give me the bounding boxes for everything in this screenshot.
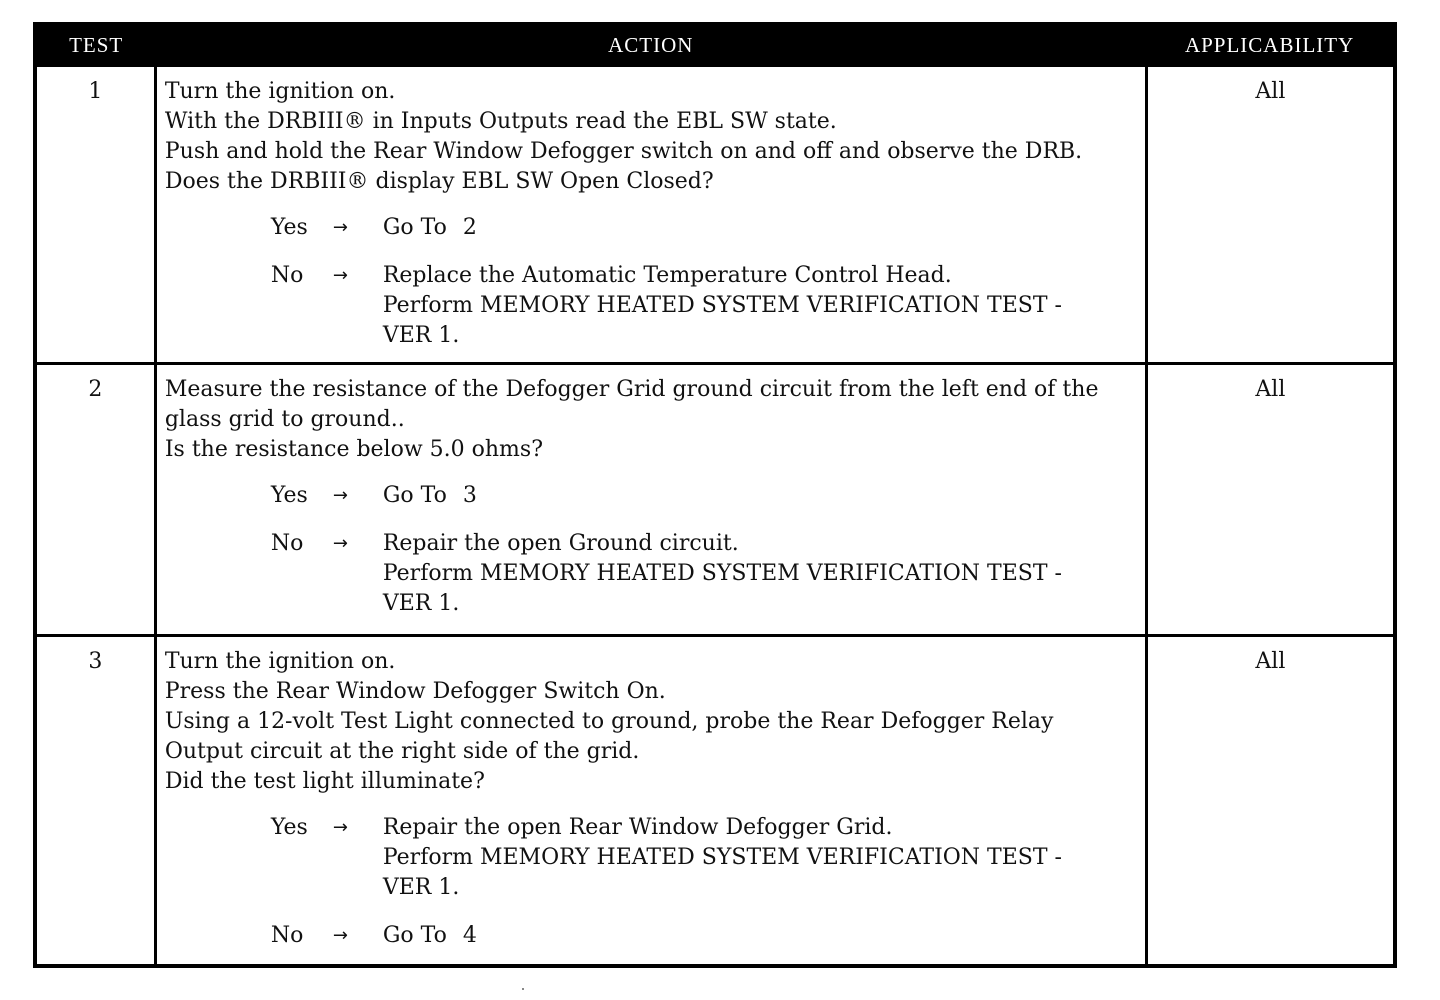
applicability: All	[1146, 66, 1395, 364]
outcome-no	[271, 921, 1139, 951]
outcome-no-label: No	[270, 922, 304, 948]
outcome-line: VER 1.	[382, 590, 460, 616]
outcomes	[165, 213, 1139, 351]
outcome-yes	[271, 481, 1139, 511]
goto-label: Go To	[382, 922, 447, 948]
action-cell	[155, 363, 1146, 635]
outcome-yes-body	[383, 213, 1139, 243]
goto-instruction	[383, 213, 1139, 243]
action-line: With the DRBIII® in Inputs Outputs read the EBL SW state.	[164, 109, 837, 134]
goto-test-number: 2	[462, 215, 477, 240]
outcome-line: VER 1.	[382, 874, 460, 900]
goto-label: Go To	[382, 215, 447, 240]
outcome-yes-label: Yes	[270, 215, 308, 240]
action-line: glass grid to ground..	[164, 406, 405, 432]
action-line: Is the resistance below 5.0 ohms?	[164, 436, 544, 462]
outcome-line: Replace the Automatic Temperature Control Head.	[382, 263, 952, 288]
test-number: 2	[35, 363, 155, 635]
goto-test-number: 3	[462, 482, 477, 508]
action-line: Measure the resistance of the Defogger Grid ground circuit from the left end of the	[164, 376, 1099, 402]
action-cell	[155, 635, 1146, 966]
header-test: TEST	[35, 24, 155, 66]
right-arrow-icon: →	[332, 217, 348, 238]
right-arrow-icon: →	[332, 924, 348, 946]
action-line: Output circuit at the right side of the grid.	[164, 738, 640, 764]
right-arrow-icon: →	[332, 532, 348, 554]
table-row	[35, 635, 1395, 966]
outcomes	[165, 813, 1139, 951]
action-cell	[155, 66, 1146, 364]
goto-instruction	[383, 921, 1139, 951]
outcome-line: VER 1.	[382, 323, 460, 348]
test-number: 3	[35, 635, 155, 966]
outcome-no-body	[383, 921, 1139, 951]
right-arrow-icon: →	[332, 265, 348, 286]
goto-label: Go To	[382, 482, 447, 508]
action-line: Using a 12-volt Test Light connected to ground, probe the Rear Defogger Relay	[164, 708, 1054, 734]
outcome-no-body	[383, 261, 1139, 351]
action-line: Press the Rear Window Defogger Switch On.	[164, 678, 666, 704]
goto-test-number: 4	[462, 922, 477, 948]
outcome-yes-body	[383, 813, 1139, 903]
goto-instruction	[383, 481, 1139, 511]
table-header-row	[35, 24, 1395, 66]
outcome-line: Repair the open Ground circuit.	[382, 530, 739, 556]
outcome-no-label: No	[270, 263, 304, 288]
action-line: Turn the ignition on.	[164, 79, 396, 104]
header-applicability: APPLICABILITY	[1146, 24, 1395, 66]
right-arrow-icon: →	[332, 484, 348, 506]
outcome-yes-label: Yes	[270, 814, 308, 840]
action-line: Turn the ignition on.	[164, 648, 396, 674]
outcome-yes	[271, 213, 1139, 243]
outcome-no	[271, 261, 1139, 351]
table-row	[35, 363, 1395, 635]
outcome-line: Perform MEMORY HEATED SYSTEM VERIFICATION TEST -	[382, 844, 1062, 870]
outcome-no-body	[383, 529, 1139, 619]
action-line: Push and hold the Rear Window Defogger switch on and off and observe the DRB.	[164, 139, 1083, 164]
outcome-no-label: No	[270, 530, 304, 556]
outcome-line: Perform MEMORY HEATED SYSTEM VERIFICATION TEST -	[382, 560, 1062, 586]
outcome-no	[271, 529, 1139, 619]
applicability: All	[1146, 363, 1395, 635]
applicability: All	[1146, 635, 1395, 966]
diagnostic-test-table	[33, 22, 1397, 968]
action-line: Does the DRBIII® display EBL SW Open Closed?	[164, 169, 714, 194]
outcome-yes	[271, 813, 1139, 903]
scan-speck	[522, 988, 524, 990]
test-number: 1	[35, 66, 155, 364]
action-line: Did the test light illuminate?	[164, 768, 485, 794]
header-action: ACTION	[155, 24, 1146, 66]
table-row	[35, 66, 1395, 364]
outcome-line: Perform MEMORY HEATED SYSTEM VERIFICATION TEST -	[382, 293, 1062, 318]
outcome-line: Repair the open Rear Window Defogger Grid.	[382, 814, 893, 840]
outcome-yes-body	[383, 481, 1139, 511]
outcomes	[165, 481, 1139, 619]
outcome-yes-label: Yes	[270, 482, 308, 508]
right-arrow-icon: →	[332, 816, 348, 838]
